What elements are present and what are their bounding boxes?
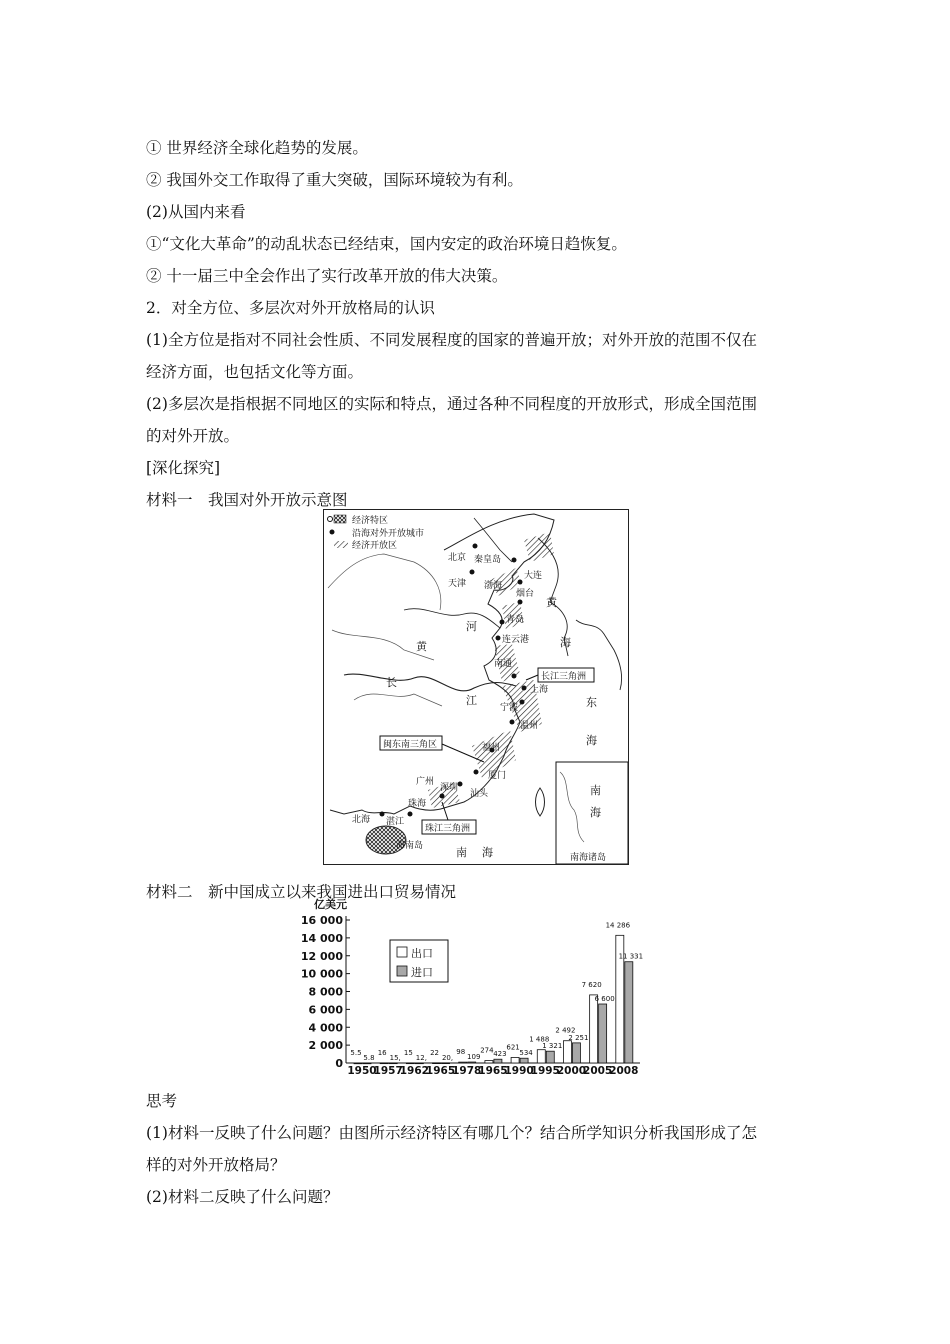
y-tick-label: 16 000: [300, 914, 343, 927]
inset-label: 南海诸岛: [570, 853, 607, 863]
bar: [485, 1061, 493, 1063]
data-label: 22: [430, 1048, 440, 1057]
bar: [459, 1062, 467, 1063]
city-label: 天津: [448, 579, 467, 589]
city-label: 大连: [524, 571, 543, 581]
river-label: 长: [386, 676, 397, 689]
bar: [520, 1058, 528, 1063]
city-label: 北海: [352, 815, 371, 825]
text-line: 的对外开放。: [146, 427, 240, 445]
city-label: 秦皇岛: [474, 555, 502, 565]
bar: [442, 1063, 450, 1064]
data-label: 5.8: [363, 1053, 375, 1062]
text-line: ① 世界经济全球化趋势的发展。: [146, 139, 368, 157]
bar: [494, 1059, 502, 1063]
text-line: ② 十一届三中全会作出了实行改革开放的伟大决策。: [146, 267, 508, 285]
bar: [468, 1062, 476, 1063]
chart-svg: [300, 896, 650, 1081]
map-svg: [324, 510, 629, 865]
y-tick-label: 4 000: [308, 1021, 343, 1035]
y-tick-label: 0: [335, 1057, 343, 1070]
x-tick-label: 1995: [530, 1065, 560, 1077]
data-label: 14 286: [605, 921, 631, 930]
material-title: 材料一 我国对外开放示意图: [146, 491, 348, 509]
city-label: 福州: [482, 743, 501, 753]
city-label: 珠海: [408, 799, 427, 809]
data-label: 98: [456, 1048, 466, 1057]
city-label: 青岛: [506, 615, 525, 625]
text-line: 经济方面，也包括文化等方面。: [146, 363, 364, 381]
sea-label: 海: [482, 846, 493, 859]
x-tick-label: 1990: [504, 1065, 534, 1077]
city-label: 宁波: [500, 703, 519, 713]
text-line: (2)多层次是指根据不同地区的实际和特点，通过各种不同程度的开放形式，形成全国范围: [146, 395, 757, 413]
city-label: 海南岛: [396, 841, 424, 851]
data-label: 534: [519, 1049, 533, 1058]
text-line: (1)全方位是指对不同社会性质、不同发展程度的国家的普遍开放；对外开放的范围不仅在: [146, 331, 757, 349]
question-line: (1)材料一反映了什么问题？由图所示经济特区有哪几个？结合所学知识分析我国形成了怎: [146, 1124, 757, 1142]
x-tick-label: 1950: [347, 1065, 377, 1077]
question-line: 样的对外开放格局？: [146, 1156, 286, 1174]
inset-sea-label: 南: [590, 784, 601, 797]
bar: [537, 1050, 545, 1063]
y-tick-label: 12 000: [300, 949, 343, 963]
data-label: 1 488: [529, 1035, 550, 1044]
sea-label: 东: [586, 696, 597, 709]
sea-label: 南: [456, 846, 467, 859]
data-label: 20,: [441, 1053, 454, 1062]
legend-coastal-city: 沿海对外开放城市: [352, 529, 425, 539]
think-heading: 思考: [146, 1092, 178, 1110]
region-box-label: 长江三角洲: [541, 672, 587, 682]
bar: [590, 995, 598, 1063]
y-tick-label: 10 000: [300, 967, 343, 981]
city-label: 烟台: [516, 589, 535, 599]
region-box-label: 珠江三角洲: [425, 824, 471, 834]
section-heading: [深化探究]: [146, 459, 221, 477]
legend-label: 出口: [411, 947, 433, 960]
y-tick-label: 14 000: [300, 931, 343, 945]
legend-open-zone: 经济开放区: [352, 541, 398, 551]
bar: [354, 1063, 362, 1064]
data-label: 6 600: [594, 995, 615, 1004]
sea-label: 海: [560, 636, 571, 649]
y-tick-label: 6 000: [308, 1003, 343, 1017]
region-box-label: 闽东南三角区: [383, 740, 438, 750]
bar: [599, 1004, 607, 1063]
bar: [363, 1063, 371, 1064]
x-tick-label: 2008: [609, 1065, 639, 1077]
question-line: (2)材料二反映了什么问题？: [146, 1188, 339, 1206]
city-label: 湛江: [386, 817, 405, 827]
river-label: 黄: [416, 640, 427, 653]
city-label: 广州: [416, 777, 435, 787]
sea-label: 海: [586, 734, 597, 747]
x-tick-label: 2005: [583, 1065, 613, 1077]
bar: [563, 1041, 571, 1063]
bar: [546, 1051, 554, 1063]
data-label: 5.5: [350, 1048, 362, 1057]
data-label: 12,: [415, 1053, 427, 1062]
city-label: 汕头: [470, 789, 489, 799]
bar: [406, 1063, 414, 1064]
city-label: 北京: [448, 553, 467, 563]
data-label: 7 620: [581, 980, 602, 989]
bar: [572, 1043, 580, 1063]
city-label: 厦门: [488, 771, 507, 781]
city-label: 上海: [530, 685, 549, 695]
bar: [625, 962, 633, 1063]
x-tick-label: 1962: [399, 1065, 429, 1077]
opening-map: [323, 509, 629, 865]
data-label: 15: [403, 1048, 413, 1057]
x-tick-label: 1978: [452, 1065, 482, 1077]
legend-label: 进口: [411, 966, 433, 979]
sea-label: 黄: [546, 596, 557, 609]
data-label: 16: [377, 1048, 387, 1057]
city-label: 温州: [520, 721, 539, 731]
bar: [433, 1063, 441, 1064]
map-legend: [328, 514, 425, 551]
city-label: 南通: [494, 659, 513, 669]
data-label: 423: [493, 1050, 507, 1059]
x-tick-label: 1957: [373, 1065, 403, 1077]
y-tick-label: 8 000: [308, 985, 343, 999]
text-line: ② 我国外交工作取得了重大突破，国际环境较为有利。: [146, 171, 523, 189]
river-label: 河: [466, 620, 477, 633]
y-tick-label: 2 000: [308, 1039, 343, 1053]
data-label: 11 331: [618, 952, 644, 961]
material-title: 材料二 新中国成立以来我国进出口贸易情况: [146, 883, 457, 901]
bar: [415, 1063, 423, 1064]
bar: [389, 1063, 397, 1064]
sea-label: 渤海: [484, 581, 503, 591]
section-heading: 2．对全方位、多层次对外开放格局的认识: [146, 299, 435, 317]
legend-swatch: [397, 966, 407, 976]
data-label: 2 492: [555, 1026, 576, 1035]
legend-sez: 经济特区: [352, 516, 389, 526]
data-label: 274: [480, 1046, 494, 1055]
data-label: 621: [506, 1043, 520, 1052]
y-axis-title: 亿美元: [314, 898, 347, 911]
data-label: 15,: [389, 1053, 401, 1062]
x-tick-label: 1965: [478, 1065, 508, 1077]
city-label: 连云港: [502, 635, 530, 645]
text-line: ①“文化大革命”的动乱状态已经结束，国内安定的政治环境日趋恢复。: [146, 235, 627, 253]
river-label: 江: [466, 694, 477, 707]
data-label: 2 251: [568, 1033, 589, 1042]
data-label: 109: [467, 1053, 481, 1062]
inset-sea-label: 海: [590, 806, 601, 819]
city-label: 深圳: [440, 783, 459, 793]
text-line: (2)从国内来看: [146, 203, 246, 221]
legend-swatch: [397, 947, 407, 957]
data-label: 1 321: [542, 1042, 563, 1051]
x-tick-label: 2000: [556, 1065, 587, 1077]
bar: [511, 1057, 519, 1063]
trade-chart: [300, 896, 650, 1081]
bar: [380, 1063, 388, 1064]
x-tick-label: 1965: [425, 1065, 456, 1077]
